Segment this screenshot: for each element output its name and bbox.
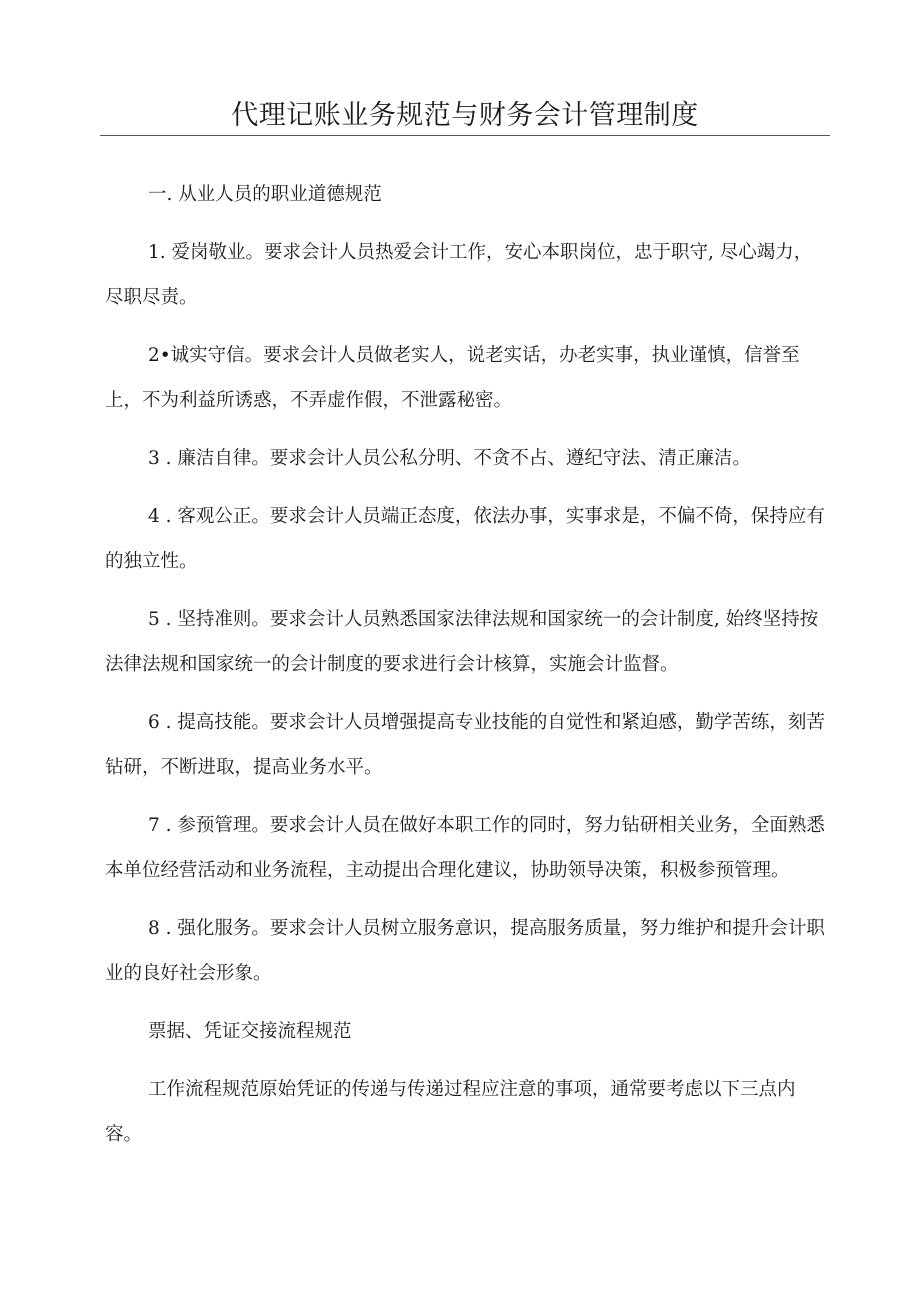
list-item: 4 . 客观公正。要求会计人员端正态度，依法办事，实事求是，不偏不倚，保持应有的独立性。 bbox=[105, 506, 825, 572]
list-item: 8 . 强化服务。要求会计人员树立服务意识，提高服务质量，努力维护和提升会计职业的良好社会形象。 bbox=[105, 918, 825, 984]
section-heading-vouchers: 票据、凭证交接流程规范 bbox=[148, 1021, 352, 1042]
list-item: 3 . 廉洁自律。要求会计人员公私分明、不贪不占、遵纪守法、清正廉洁。 bbox=[148, 448, 751, 469]
body-paragraph: 工作流程规范原始凭证的传递与传递过程应注意的事项，通常要考虑以下三点内容。 bbox=[105, 1079, 796, 1145]
document-body bbox=[105, 172, 830, 1170]
list-item: 7 . 参预管理。要求会计人员在做好本职工作的同时，努力钻研相关业务，全面熟悉本单位经营活动和业务流程，主动提出合理化建议，协助领导决策，积极参预管理。 bbox=[105, 815, 825, 881]
list-item: 2•诚实守信。要求会计人员做老实人，说老实话，办老实事，执业谨慎，信誉至上，不为利益所诱惑，不弄虚作假，不泄露秘密。 bbox=[105, 345, 800, 411]
list-item: 5 . 坚持准则。要求会计人员熟悉国家法律法规和国家统一的会计制度, 始终坚持按法律法规和国家统一的会计制度的要求进行会计核算，实施会计监督。 bbox=[105, 609, 819, 675]
list-item: 6 . 提高技能。要求会计人员增强提高专业技能的自觉性和紧迫感，勤学苦练，刻苦钻研，不断进取，提高业务水平。 bbox=[105, 712, 825, 778]
document-title: 代理记账业务规范与财务会计管理制度 bbox=[231, 100, 699, 131]
section-heading-ethics: 一. 从业人员的职业道德规范 bbox=[148, 184, 382, 205]
title-underline bbox=[100, 135, 830, 136]
list-item: 1. 爱岗敬业。要求会计人员热爱会计工作，安心本职岗位，忠于职守, 尽心竭力，尽职尽责。 bbox=[105, 242, 813, 308]
